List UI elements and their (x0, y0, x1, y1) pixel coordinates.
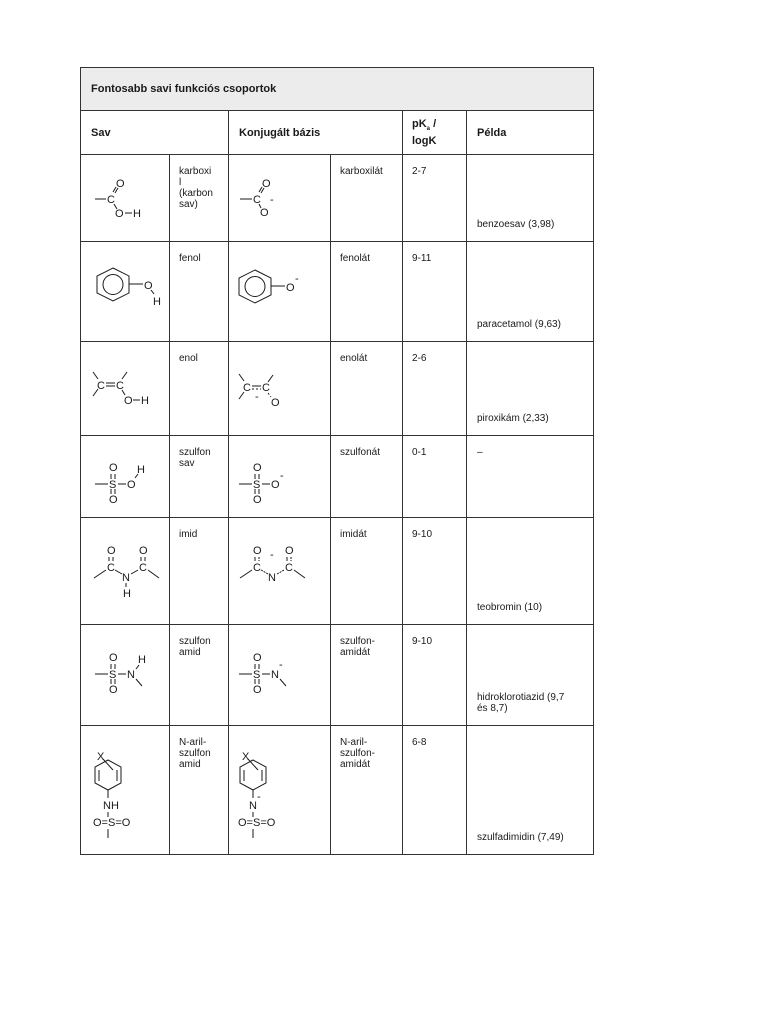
example-text: piroxikám (2,33) (477, 413, 549, 424)
sulfonate-structure (229, 436, 331, 518)
svg-text:C: C (107, 194, 115, 206)
pka-value: 2-7 (403, 155, 467, 242)
example-text: – (477, 447, 483, 458)
svg-text:O: O (116, 178, 125, 190)
example-cell (467, 518, 594, 625)
table-row (81, 625, 594, 726)
svg-text:-: - (270, 194, 274, 206)
pka-value: 2-6 (403, 342, 467, 436)
base-name: N-aril- szulfon- amidát (331, 726, 403, 855)
svg-text:O: O (285, 545, 294, 557)
svg-text:C: C (107, 562, 115, 574)
svg-text:N: N (271, 669, 279, 681)
svg-text:O: O (262, 178, 271, 190)
example-text: hidroklorotiazid (9,7 és 8,7) (477, 692, 565, 714)
svg-text:X: X (97, 751, 105, 763)
acid-name: N-aril- szulfon amid (170, 726, 229, 855)
svg-text:H: H (138, 654, 146, 666)
svg-text:-: - (255, 391, 259, 403)
example-text: szulfadimidin (7,49) (477, 832, 564, 843)
svg-text:O: O (253, 652, 262, 664)
svg-text:-: - (270, 549, 274, 561)
svg-text:C: C (243, 382, 251, 394)
svg-text:N: N (127, 669, 135, 681)
svg-text:O: O (109, 494, 118, 506)
svg-text:C: C (262, 382, 270, 394)
svg-text:H: H (137, 464, 145, 476)
example-cell (467, 436, 594, 518)
svg-text:C: C (97, 380, 105, 392)
carboxylic-acid-structure (81, 155, 170, 242)
svg-text:C: C (116, 380, 124, 392)
pka-value: 9-10 (403, 518, 467, 625)
svg-text:O: O (253, 545, 262, 557)
svg-text:N: N (122, 572, 130, 584)
svg-text:-: - (295, 273, 299, 285)
acid-name: imid (170, 518, 229, 625)
svg-text:O: O (144, 280, 153, 292)
header-conjugate-base: Konjugált bázis (229, 111, 403, 155)
enol-structure (81, 342, 170, 436)
imidate-structure (229, 518, 331, 625)
svg-text:-: - (279, 659, 283, 671)
carboxylate-structure (229, 155, 331, 242)
svg-text:H: H (133, 208, 141, 220)
enolate-structure (229, 342, 331, 436)
example-text: benzoesav (3,98) (477, 219, 555, 230)
base-name: szulfonát (331, 436, 403, 518)
example-cell (467, 342, 594, 436)
pka-value: 9-10 (403, 625, 467, 726)
svg-text:O=S=O: O=S=O (238, 817, 276, 829)
svg-text:O: O (253, 462, 262, 474)
svg-text:C: C (285, 562, 293, 574)
header-acid: Sav (81, 111, 229, 155)
svg-text:H: H (141, 395, 149, 407)
svg-text:S: S (253, 669, 261, 681)
phenolate-structure (229, 242, 331, 342)
example-cell (467, 242, 594, 342)
example-text: paracetamol (9,63) (477, 319, 561, 330)
svg-text:O: O (124, 395, 133, 407)
table-row (81, 242, 594, 342)
svg-text:-: - (280, 470, 284, 482)
base-name: szulfon- amidát (331, 625, 403, 726)
svg-text:O: O (286, 282, 295, 294)
svg-text:C: C (253, 562, 261, 574)
table-row (81, 342, 594, 436)
svg-text:-: - (257, 791, 261, 803)
table-title: Fontosabb savi funkciós csoportok (81, 68, 594, 111)
svg-text:C: C (253, 194, 261, 206)
example-text: teobromin (10) (477, 602, 543, 613)
svg-text:O: O (253, 494, 262, 506)
acid-functional-groups-table (80, 67, 594, 855)
svg-text:O: O (253, 684, 262, 696)
svg-text:O: O (107, 545, 116, 557)
sulfonic-acid-structure (81, 436, 170, 518)
svg-text:O: O (109, 462, 118, 474)
n-aryl-sulfonamidate-structure (229, 726, 331, 855)
table-row (81, 436, 594, 518)
base-name: enolát (331, 342, 403, 436)
acid-name: szulfon amid (170, 625, 229, 726)
header-example: Példa (467, 111, 594, 155)
base-name: karboxilát (331, 155, 403, 242)
table-row (81, 155, 594, 242)
svg-text:H: H (153, 296, 161, 308)
acid-name: enol (170, 342, 229, 436)
svg-text:NH: NH (103, 800, 119, 812)
pka-value: 9-11 (403, 242, 467, 342)
svg-text:O: O (260, 207, 269, 219)
pka-value: 0-1 (403, 436, 467, 518)
svg-text:O: O (271, 479, 280, 491)
svg-text:C: C (139, 562, 147, 574)
svg-text:O=S=O: O=S=O (93, 817, 131, 829)
header-pka: $pK_a$ / logK (403, 111, 467, 155)
base-name: imidát (331, 518, 403, 625)
svg-text:O: O (139, 545, 148, 557)
svg-text:N: N (249, 800, 257, 812)
acid-name: fenol (170, 242, 229, 342)
svg-text:O: O (109, 684, 118, 696)
svg-text:H: H (123, 588, 131, 600)
svg-text:O: O (115, 208, 124, 220)
example-cell (467, 155, 594, 242)
acid-name: szulfon sav (170, 436, 229, 518)
svg-text:O: O (127, 479, 136, 491)
svg-text:X: X (242, 751, 250, 763)
example-cell (467, 625, 594, 726)
base-name: fenolát (331, 242, 403, 342)
imide-structure (81, 518, 170, 625)
phenol-structure (81, 242, 170, 342)
table-row (81, 726, 594, 855)
table-row (81, 518, 594, 625)
n-aryl-sulfonamide-structure (81, 726, 170, 855)
svg-text:S: S (109, 669, 117, 681)
sulfonamidate-structure (229, 625, 331, 726)
sulfonamide-structure (81, 625, 170, 726)
example-cell (467, 726, 594, 855)
svg-text:S: S (109, 479, 117, 491)
pka-value: 6-8 (403, 726, 467, 855)
svg-text:O: O (271, 397, 280, 409)
svg-text:N: N (268, 572, 276, 584)
svg-text:S: S (253, 479, 261, 491)
acid-name: karboxi l (karbon sav) (170, 155, 229, 242)
svg-text:O: O (109, 652, 118, 664)
